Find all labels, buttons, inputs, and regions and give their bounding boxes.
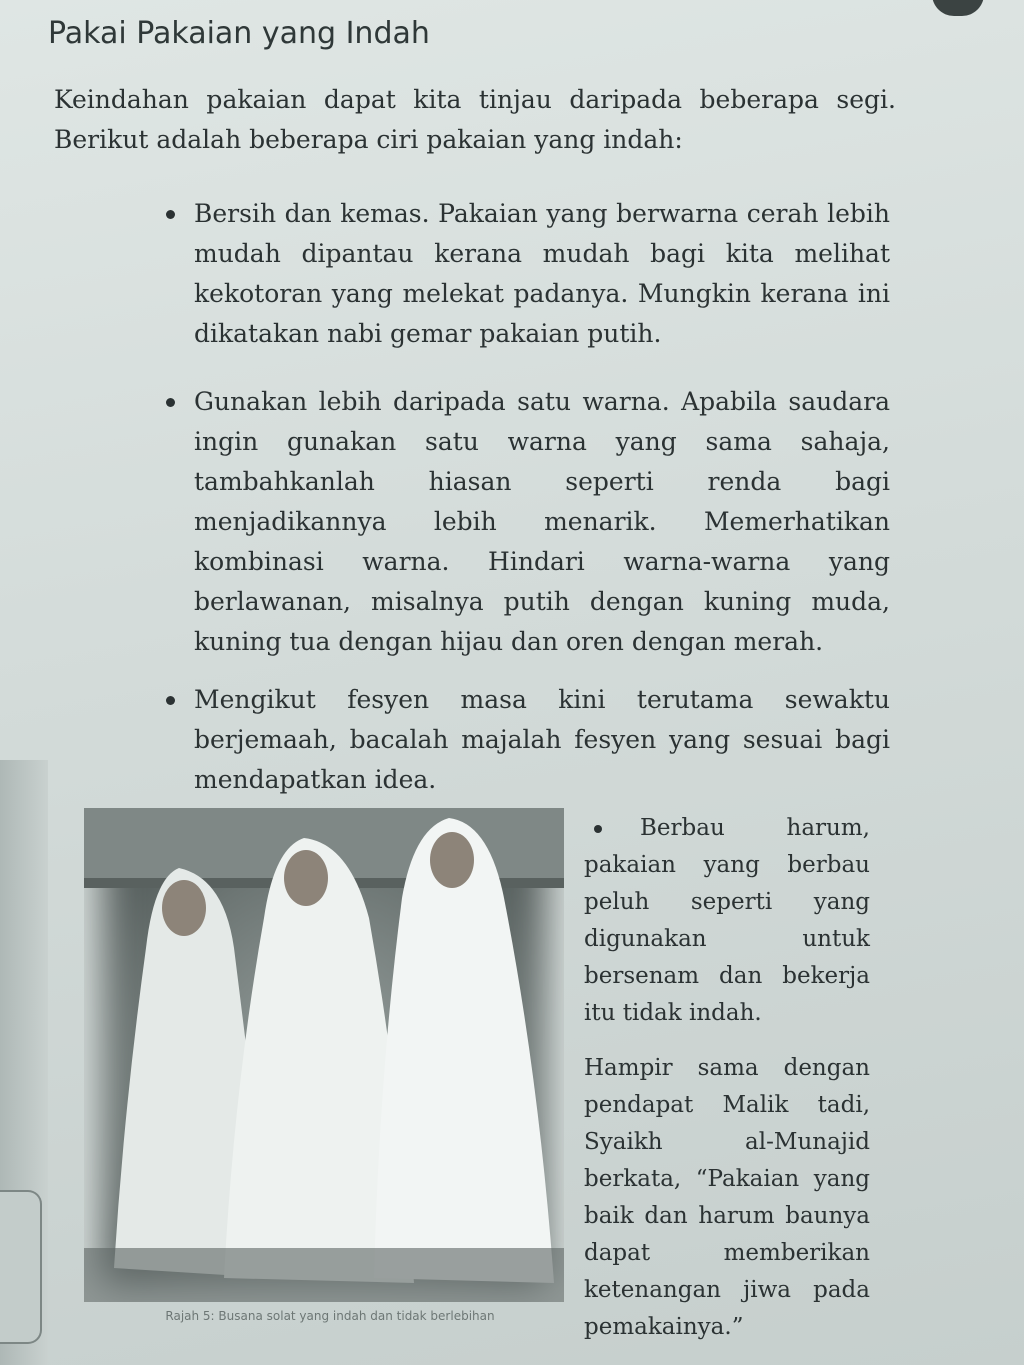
list-item-text: Bersih dan kemas. Pakaian yang berwarna cerah lebih mudah dipantau kerana mudah bagi kita melihat kekotoran yang melekat padanya. Mungkin kerana ini dikatakan nabi gemar pakaian putih. [194,199,890,348]
figure-caption: Rajah 5: Busana solat yang indah dan tidak berlebihan [165,1309,495,1323]
bullet-icon [166,696,175,705]
section-heading: Pakai Pakaian yang Indah [48,16,430,51]
list-item [168,680,890,800]
side-list-item [584,810,870,1032]
corner-decoration [932,0,984,16]
bullet-icon [166,398,175,407]
side-paragraph: Hampir sama dengan pendapat Malik tadi, Syaikh al-Munajid berkata, “Pakaian yang baik dan harum baunya dapat memberikan ketenangan jiwa pada pemakainya.” [584,1055,870,1340]
list-item [168,382,890,662]
adjacent-page-tab [0,1190,42,1344]
side-list-item-text: Berbau harum, pakaian yang berbau peluh seperti yang digunakan untuk bersenam dan bekerja itu tidak indah. [584,815,870,1026]
bullet-icon [166,210,175,219]
bullet-icon [594,825,602,833]
list-item [168,194,890,354]
praying-women-illustration [84,808,564,1302]
list-item-text: Mengikut fesyen masa kini terutama sewaktu berjemaah, bacalah majalah fesyen yang sesuai bagi mendapatkan idea. [194,685,890,794]
figure-photo [84,808,564,1302]
list-item-text: Gunakan lebih daripada satu warna. Apabila saudara ingin gunakan satu warna yang sama sahaja, tambahkanlah hiasan seperti renda bagi menjadikannya lebih menarik. Memerhatikan kombinasi warna. Hindari warna-warna yang berlawanan, misalnya putih dengan kuning muda, kuning tua dengan hijau dan oren dengan merah. [194,387,890,656]
intro-paragraph: Keindahan pakaian dapat kita tinjau daripada beberapa segi. Berikut adalah beberapa ciri pakaian yang indah: [54,85,896,154]
